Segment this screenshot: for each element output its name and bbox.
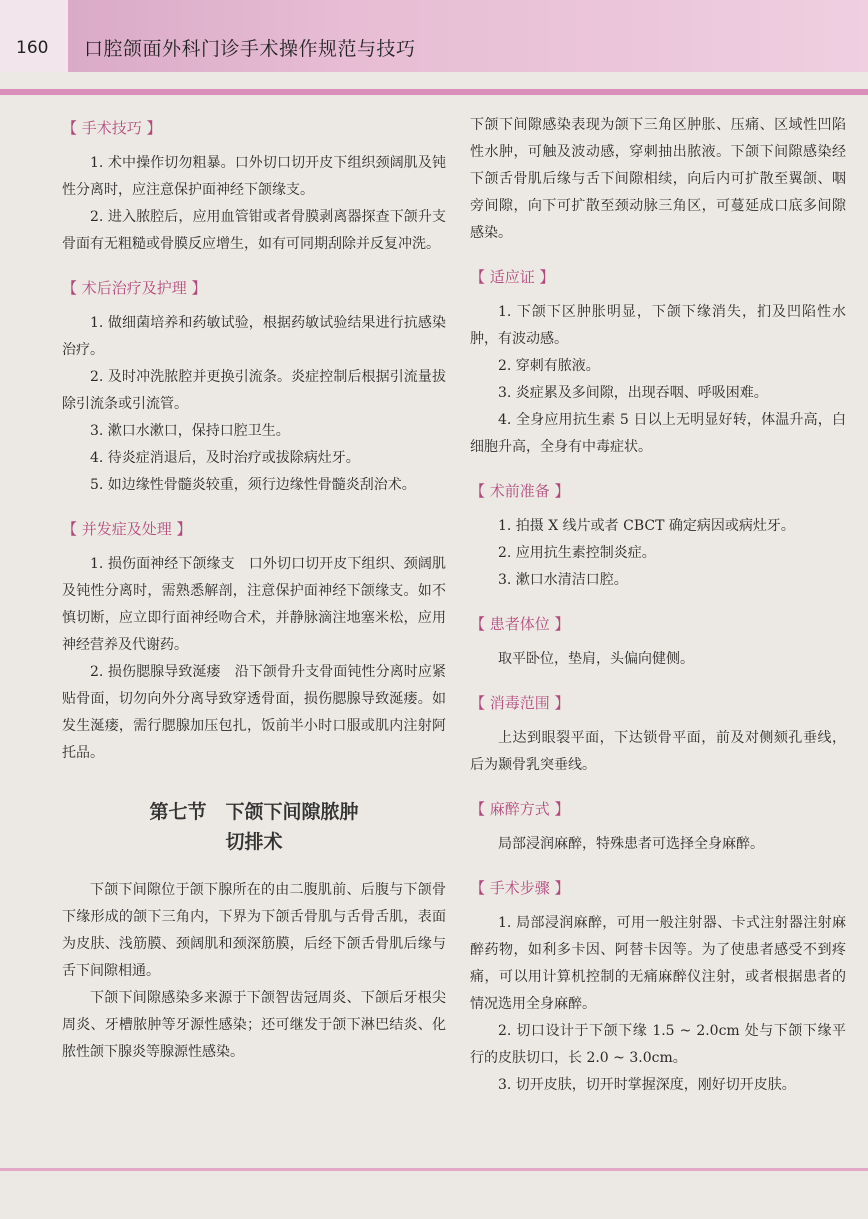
- section-title-line-2: 切排术: [225, 831, 283, 853]
- paragraph: 2. 进入脓腔后，应用血管钳或者骨膜剥离器探查下颌升支骨面有无粗糙或骨膜反应增生，如有可同期刮除并反复冲洗。: [62, 209, 446, 252]
- paragraph: 上达到眼裂平面，下达锁骨平面，前及对侧颏孔垂线，后为颞骨乳突垂线。: [470, 730, 846, 773]
- paragraph: 局部浸润麻醉，特殊患者可选择全身麻醉。: [498, 836, 764, 852]
- paragraph: 1. 局部浸润麻醉，可用一般注射器、卡式注射器注射麻醉药物，如利多卡因、阿替卡因等。为了使患者感受不到疼痛，可以用计算机控制的无痛麻醉仪注射，或者根据患者的情况选用全身麻醉。: [470, 915, 846, 1012]
- paragraph: 1. 拍摄 X 线片或者 CBCT 确定病因或病灶牙。: [498, 518, 795, 534]
- paragraph: 1. 下颌下区肿胀明显，下颌下缘消失，扪及凹陷性水肿，有波动感。: [470, 304, 846, 347]
- paragraph: 2. 损伤腮腺导致涎瘘 沿下颌骨升支骨面钝性分离时应紧贴骨面，切勿向外分离导致穿透骨面，损伤腮腺导致涎瘘。如发生涎瘘，需行腮腺加压包扎，饭前半小时口服或肌内注射阿托品。: [62, 664, 446, 761]
- paragraph: 取平卧位，垫肩，头偏向健侧。: [498, 651, 694, 667]
- heading-position: 【 患者体位 】: [470, 615, 570, 633]
- paragraph: 下颌下间隙感染多来源于下颌智齿冠周炎、下颌后牙根尖周炎、牙槽脓肿等牙源性感染；还可继发于颌下淋巴结炎、化脓性颌下腺炎等腺源性感染。: [62, 990, 446, 1060]
- paragraph: 1. 做细菌培养和药敏试验，根据药敏试验结果进行抗感染治疗。: [62, 315, 446, 358]
- header-number-block: [0, 0, 68, 72]
- heading-steps: 【 手术步骤 】: [470, 879, 570, 897]
- heading-technique: 【 手术技巧 】: [62, 119, 162, 137]
- paragraph: 3. 炎症累及多间隙，出现吞咽、呼吸困难。: [498, 385, 768, 401]
- paragraph: 2. 应用抗生素控制炎症。: [498, 545, 656, 561]
- right-column: [470, 112, 846, 1099]
- footer-rule: [0, 1168, 868, 1171]
- heading-anesthesia: 【 麻醉方式 】: [470, 800, 570, 818]
- running-title: 口腔颌面外科门诊手术操作规范与技巧: [84, 38, 416, 60]
- paragraph-continued: 下颌下间隙感染表现为颌下三角区肿胀、压痛、区域性凹陷性水肿，可触及波动感，穿刺抽出脓液。下颌下间隙感染经下颌舌骨肌后缘与舌下间隙相续，向后内可扩散至翼颌、咽旁间隙，向下可扩散至颈动脉三角区，可蔓延成口底多间隙感染。: [470, 117, 846, 241]
- paragraph: 1. 术中操作切勿粗暴。口外切口切开皮下组织颈阔肌及钝性分离时，应注意保护面神经下颌缘支。: [62, 155, 446, 198]
- page-number: 160: [16, 38, 49, 58]
- heading-disinfection: 【 消毒范围 】: [470, 694, 570, 712]
- paragraph: 2. 及时冲洗脓腔并更换引流条。炎症控制后根据引流量拔除引流条或引流管。: [62, 369, 446, 412]
- paragraph: 3. 漱口水漱口，保持口腔卫生。: [90, 423, 290, 439]
- heading-preop: 【 术前准备 】: [470, 482, 570, 500]
- paragraph: 3. 切开皮肤，切开时掌握深度，刚好切开皮肤。: [498, 1077, 796, 1093]
- section-title: [62, 797, 446, 857]
- paragraph: 1. 损伤面神经下颌缘支 口外切口切开皮下组织、颈阔肌及钝性分离时，需熟悉解剖，注意保护面神经下颌缘支。如不慎切断，应立即行面神经吻合术，并静脉滴注地塞米松，应用神经营养及代谢药。: [62, 556, 446, 653]
- heading-complications: 【 并发症及处理 】: [62, 520, 192, 538]
- section-title-line-1: 第七节 下颌下间隙脓肿: [149, 801, 359, 823]
- header-rule: [0, 89, 868, 95]
- paragraph: 4. 全身应用抗生素 5 日以上无明显好转，体温升高，白细胞升高，全身有中毒症状。: [470, 412, 846, 455]
- paragraph: 2. 切口设计于下颌下缘 1.5 ~ 2.0cm 处与下颌下缘平行的皮肤切口，长 2.0 ~ 3.0cm。: [470, 1023, 846, 1066]
- paragraph: 5. 如边缘性骨髓炎较重，须行边缘性骨髓炎刮治术。: [90, 477, 416, 493]
- paragraph: 4. 待炎症消退后，及时治疗或拔除病灶牙。: [90, 450, 360, 466]
- heading-indications: 【 适应证 】: [470, 268, 555, 286]
- paragraph: 下颌下间隙位于颌下腺所在的由二腹肌前、后腹与下颌骨下缘形成的颌下三角内，下界为下颌舌骨肌与舌骨舌肌，表面为皮肤、浅筋膜、颈阔肌和颈深筋膜，后经下颌舌骨肌后缘与舌下间隙相通。: [62, 882, 446, 979]
- paragraph: 2. 穿刺有脓液。: [498, 358, 600, 374]
- heading-postop: 【 术后治疗及护理 】: [62, 279, 207, 297]
- left-column: [62, 110, 446, 1066]
- paragraph: 3. 漱口水清洁口腔。: [498, 572, 628, 588]
